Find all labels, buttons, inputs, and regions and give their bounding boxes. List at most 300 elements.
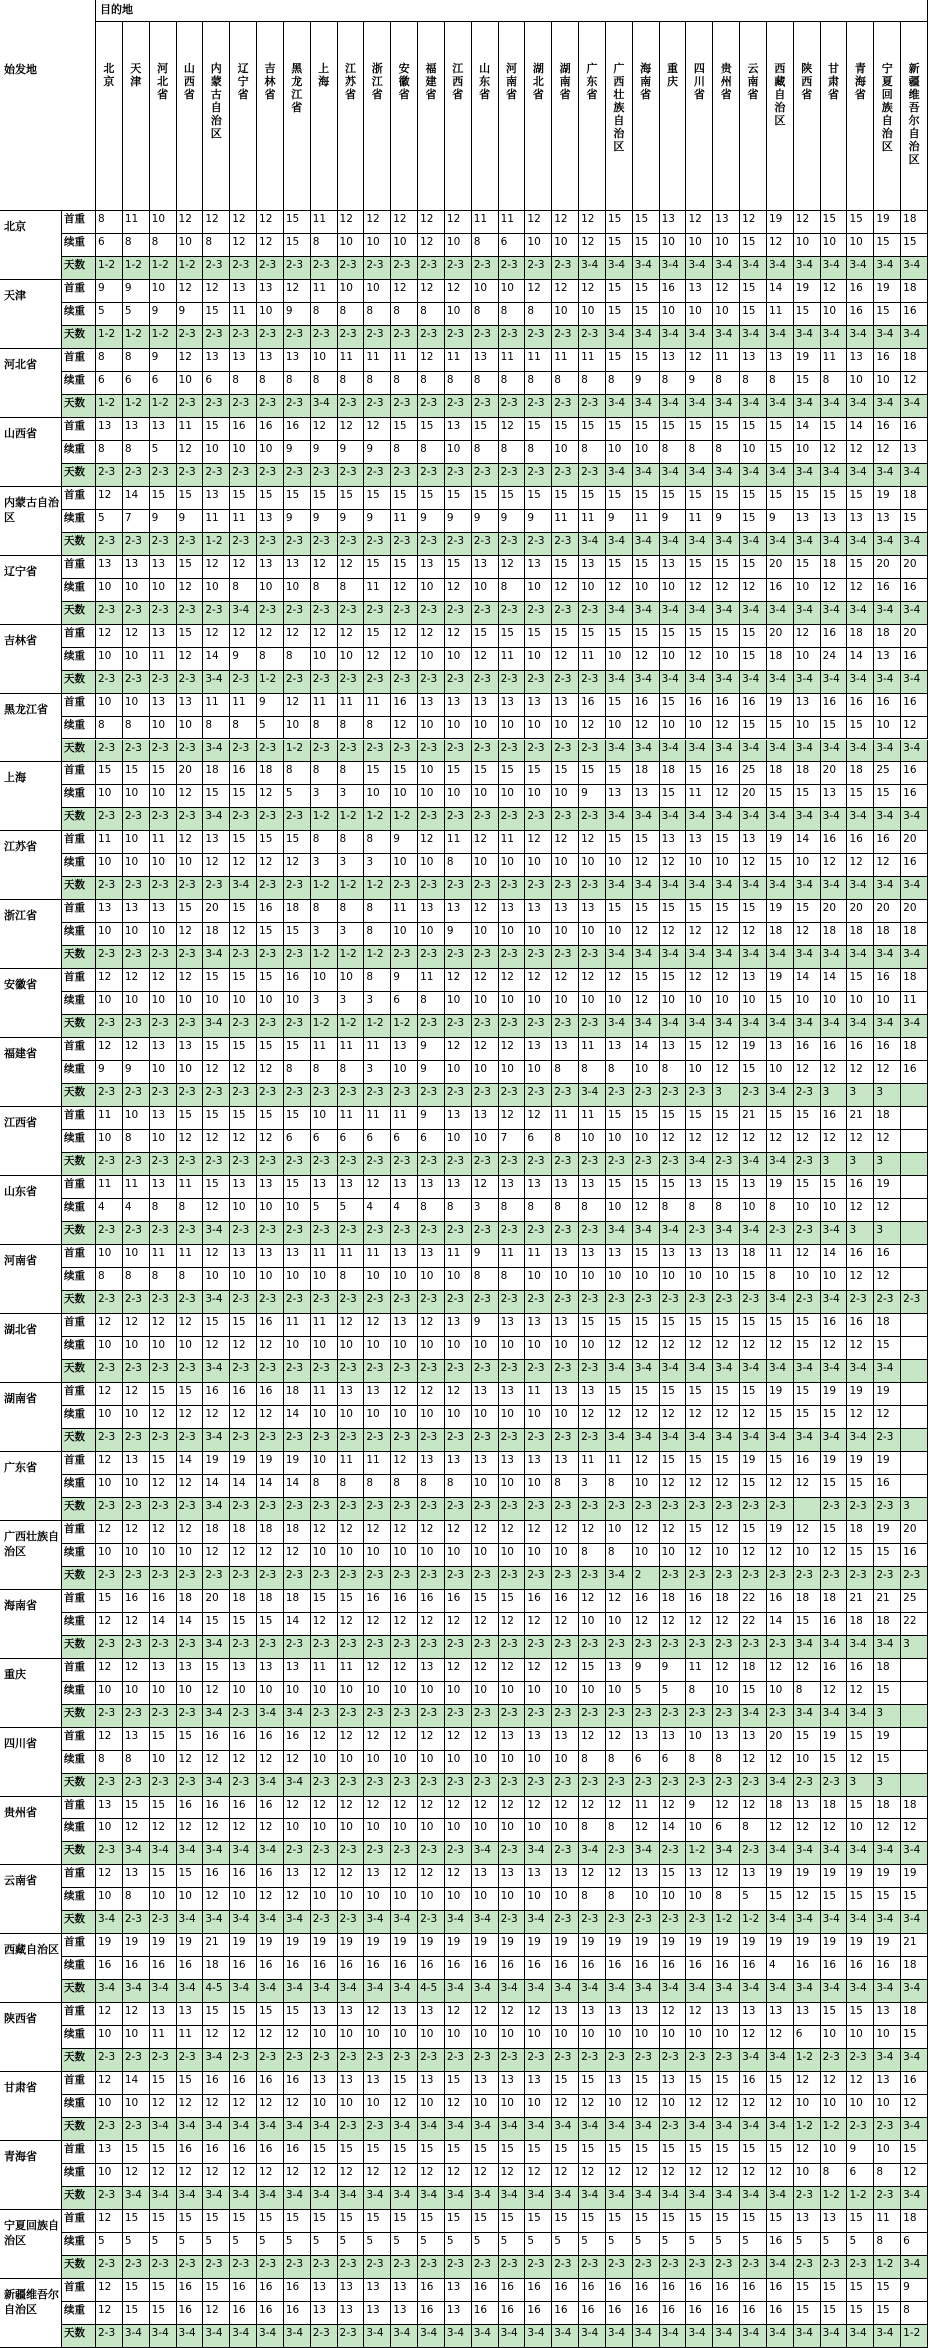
rate-cell: 12 (767, 1659, 794, 1682)
rate-cell: 11 (499, 648, 526, 671)
rate-cell: 10 (418, 1751, 445, 1774)
origin-cell: 安徽省 (0, 969, 62, 1038)
rate-cell: 3-4 (767, 877, 794, 900)
rate-cell: 1-2 (364, 877, 391, 900)
rate-cell: 2-3 (847, 1498, 874, 1521)
rate-cell: 15 (230, 2210, 257, 2233)
rate-cell: 9 (284, 303, 311, 326)
rate-cell: 2-3 (96, 1360, 123, 1383)
rate-cell: 3-4 (686, 2325, 713, 2348)
rate-cell: 18 (821, 1590, 848, 1613)
rate-cell: 2-3 (552, 326, 579, 349)
rate-cell: 6 (713, 1819, 740, 1842)
rate-cell: 18 (874, 1797, 901, 1820)
destination-header: 浙江省 (364, 22, 391, 211)
origin-cell: 广东省 (0, 1452, 62, 1521)
rate-cell: 10 (338, 1888, 365, 1911)
rate-cell: 20 (874, 556, 901, 579)
rate-cell: 15 (418, 2141, 445, 2164)
rate-cell: 2-3 (150, 1291, 177, 1314)
rate-cell: 10 (123, 923, 150, 946)
rate-cell: 12 (633, 1199, 660, 1222)
rate-cell: 2-3 (552, 946, 579, 969)
rate-cell: 2-3 (338, 1498, 365, 1521)
rate-cell: 10 (579, 1130, 606, 1153)
rate-cell: 15 (767, 1888, 794, 1911)
rate-cell: 12 (713, 1406, 740, 1429)
rate-cell: 2-3 (633, 2256, 660, 2279)
rate-cell: 11 (579, 1107, 606, 1130)
rate-cell: 8 (606, 1888, 633, 1911)
rate-cell: 13 (445, 418, 472, 441)
rate-cell: 7 (123, 510, 150, 533)
rate-cell: 3 (311, 992, 338, 1015)
rate-cell: 12 (713, 1475, 740, 1498)
rate-cell: 15 (713, 900, 740, 923)
rate-cell: 15 (499, 2210, 526, 2233)
rate-cell: 16 (901, 1544, 928, 1567)
rate-cell (901, 1176, 928, 1199)
origin-cell: 江苏省 (0, 831, 62, 900)
rate-cell: 12 (445, 280, 472, 303)
destination-header: 江西省 (445, 22, 472, 211)
rate-cell: 2-3 (257, 1291, 284, 1314)
rate-cell: 2-3 (874, 1429, 901, 1452)
rate-cell: 3-4 (230, 602, 257, 625)
rate-cell: 10 (633, 1130, 660, 1153)
rate-cell: 2-3 (177, 877, 204, 900)
rate-cell: 3-4 (525, 1911, 552, 1934)
rate-cell: 2-3 (338, 326, 365, 349)
rate-cell: 8 (391, 1475, 418, 1498)
row-type-label: 续重 (62, 1819, 96, 1842)
rate-cell: 3-4 (606, 2187, 633, 2210)
rate-cell: 8 (338, 717, 365, 740)
rate-cell: 15 (686, 1314, 713, 1337)
rate-cell: 14 (203, 1475, 230, 1498)
rate-cell: 5 (311, 2233, 338, 2256)
rate-cell: 3 (311, 785, 338, 808)
rate-cell: 5 (338, 1199, 365, 1222)
rate-cell: 10 (874, 372, 901, 395)
rate-cell: 15 (740, 1061, 767, 1084)
rate-cell: 2-3 (230, 533, 257, 556)
rate-cell: 12 (311, 1521, 338, 1544)
rate-cell: 13 (150, 1176, 177, 1199)
rate-cell: 2-3 (579, 877, 606, 900)
row-type-label: 续重 (62, 372, 96, 395)
rate-cell: 15 (123, 2279, 150, 2302)
rate-cell: 20 (177, 762, 204, 785)
rate-cell: 3-4 (257, 2187, 284, 2210)
rate-cell: 15 (203, 785, 230, 808)
rate-cell: 12 (150, 2164, 177, 2187)
rate-cell: 8 (606, 1819, 633, 1842)
rate-cell: 2-3 (499, 602, 526, 625)
row-type-label: 首重 (62, 211, 96, 234)
rate-cell: 10 (686, 1819, 713, 1842)
rate-cell: 10 (311, 1452, 338, 1475)
rate-cell: 19 (284, 1934, 311, 1957)
rate-cell: 12 (606, 2164, 633, 2187)
rate-cell: 8 (311, 234, 338, 257)
rate-cell: 3-4 (821, 1636, 848, 1659)
rate-cell: 2-3 (606, 1911, 633, 1934)
rate-cell: 11 (445, 1245, 472, 1268)
rate-cell: 15 (257, 969, 284, 992)
rate-cell: 8 (499, 441, 526, 464)
rate-cell: 2-3 (177, 1222, 204, 1245)
rate-cell: 11 (686, 510, 713, 533)
rate-cell: 10 (499, 2095, 526, 2118)
rate-cell: 8 (418, 372, 445, 395)
rate-cell: 10 (418, 854, 445, 877)
rate-cell: 2-3 (364, 1222, 391, 1245)
rate-cell: 15 (633, 900, 660, 923)
rate-cell: 12 (579, 1865, 606, 1888)
rate-cell: 2-3 (203, 395, 230, 418)
rate-cell: 3-4 (552, 2187, 579, 2210)
rate-cell: 15 (284, 2210, 311, 2233)
rate-cell: 10 (364, 1682, 391, 1705)
rate-cell: 13 (418, 556, 445, 579)
row-type-label: 天数 (62, 395, 96, 418)
origin-cell: 上海 (0, 762, 62, 831)
rate-cell: 12 (257, 1544, 284, 1567)
rate-cell: 15 (579, 487, 606, 510)
rate-cell: 3-4 (606, 326, 633, 349)
rate-cell: 2-3 (311, 1222, 338, 1245)
rate-cell: 15 (203, 1176, 230, 1199)
rate-cell: 10 (177, 1337, 204, 1360)
rate-cell: 15 (794, 372, 821, 395)
rate-cell: 11 (150, 648, 177, 671)
rate-cell: 1-2 (150, 257, 177, 280)
rate-cell: 12 (391, 1797, 418, 1820)
rate-cell: 16 (445, 1590, 472, 1613)
rate-cell: 12 (525, 1613, 552, 1636)
rate-cell: 18 (230, 1521, 257, 1544)
rate-cell: 12 (257, 1130, 284, 1153)
rate-cell: 15 (821, 1751, 848, 1774)
rate-cell: 11 (364, 579, 391, 602)
row-type-label: 天数 (62, 1567, 96, 1590)
rate-cell: 10 (150, 923, 177, 946)
rate-cell: 2-3 (257, 533, 284, 556)
rate-cell: 3-4 (606, 740, 633, 763)
rate-cell: 15 (874, 1682, 901, 1705)
rate-cell: 13 (794, 510, 821, 533)
rate-cell: 12 (123, 2164, 150, 2187)
rate-cell: 12 (203, 1406, 230, 1429)
rate-cell: 15 (579, 2141, 606, 2164)
rate-cell: 2-3 (311, 1498, 338, 1521)
rate-cell: 10 (284, 1337, 311, 1360)
rate-cell: 15 (821, 1888, 848, 1911)
rate-cell: 8 (579, 1544, 606, 1567)
rate-cell: 16 (230, 762, 257, 785)
rate-cell: 2-3 (794, 2187, 821, 2210)
rate-cell: 2-3 (177, 602, 204, 625)
rate-cell: 10 (391, 1268, 418, 1291)
rate-cell: 2-3 (311, 602, 338, 625)
rate-cell: 2-3 (418, 808, 445, 831)
rate-cell: 13 (257, 349, 284, 372)
rate-cell: 12 (338, 1728, 365, 1751)
rate-cell: 19 (874, 211, 901, 234)
rate-cell: 3-4 (901, 1015, 928, 1038)
rate-cell: 3-4 (847, 533, 874, 556)
rate-cell: 11 (338, 1245, 365, 1268)
rate-cell: 12 (633, 1406, 660, 1429)
rate-cell: 3-4 (445, 2325, 472, 2348)
rate-cell: 1-2 (150, 395, 177, 418)
rate-cell: 12 (740, 854, 767, 877)
rate-cell: 2-3 (525, 1360, 552, 1383)
rate-cell: 2-3 (364, 533, 391, 556)
rate-cell: 2-3 (660, 1153, 687, 1176)
rate-cell: 2-3 (445, 257, 472, 280)
rate-cell: 2-3 (230, 2256, 257, 2279)
rate-cell: 12 (686, 349, 713, 372)
rate-cell: 8 (713, 372, 740, 395)
rate-cell: 12 (177, 1521, 204, 1544)
rate-cell: 12 (257, 785, 284, 808)
rate-cell: 10 (633, 579, 660, 602)
rate-cell (901, 1429, 928, 1452)
rate-cell: 15 (552, 625, 579, 648)
row-type-label: 首重 (62, 1659, 96, 1682)
rate-cell: 10 (525, 854, 552, 877)
rate-cell: 12 (311, 1865, 338, 1888)
rate-cell: 8 (338, 579, 365, 602)
destination-header: 辽宁省 (230, 22, 257, 211)
rate-cell: 18 (821, 923, 848, 946)
rate-cell: 11 (177, 1176, 204, 1199)
rate-cell: 3-4 (901, 464, 928, 487)
rate-cell: 3-4 (874, 808, 901, 831)
rate-cell: 2-3 (257, 1636, 284, 1659)
rate-cell: 15 (284, 923, 311, 946)
rate-cell: 2-3 (552, 1015, 579, 1038)
rate-cell: 3 (821, 1084, 848, 1107)
rate-cell: 15 (123, 2210, 150, 2233)
rate-cell: 8 (230, 717, 257, 740)
rate-cell: 12 (203, 854, 230, 877)
rate-cell: 10 (767, 1061, 794, 1084)
rate-cell: 10 (579, 303, 606, 326)
rate-cell: 15 (472, 762, 499, 785)
rate-cell: 3-4 (633, 2187, 660, 2210)
rate-cell: 2-3 (686, 1498, 713, 1521)
rate-cell: 1-2 (686, 1842, 713, 1865)
rate-cell: 3-4 (821, 326, 848, 349)
rate-cell: 2-3 (552, 1705, 579, 1728)
rate-cell: 19 (713, 1934, 740, 1957)
rate-cell: 2-3 (794, 1567, 821, 1590)
rate-cell: 15 (660, 1314, 687, 1337)
rate-cell: 12 (633, 923, 660, 946)
rate-cell: 3-4 (633, 2325, 660, 2348)
rate-cell: 13 (391, 1314, 418, 1337)
rate-cell: 2-3 (96, 2256, 123, 2279)
rate-cell: 2-3 (686, 1084, 713, 1107)
rate-cell: 18 (901, 1957, 928, 1980)
rate-cell: 13 (150, 1659, 177, 1682)
rate-cell: 10 (606, 441, 633, 464)
rate-cell: 16 (284, 2141, 311, 2164)
rate-cell: 13 (552, 1245, 579, 1268)
rate-cell (901, 1222, 928, 1245)
rate-cell: 2-3 (445, 395, 472, 418)
rate-cell: 15 (472, 487, 499, 510)
rate-cell: 11 (311, 1038, 338, 1061)
rate-cell: 8 (418, 1475, 445, 1498)
rate-cell: 15 (794, 900, 821, 923)
rate-cell: 8 (150, 234, 177, 257)
rate-cell: 13 (338, 2279, 365, 2302)
rate-cell: 12 (364, 2164, 391, 2187)
rate-cell: 12 (418, 1521, 445, 1544)
rate-cell: 2-3 (525, 671, 552, 694)
rate-cell: 3-4 (821, 1911, 848, 1934)
rate-cell: 3-4 (740, 1153, 767, 1176)
rate-cell: 15 (874, 1751, 901, 1774)
row-type-label: 天数 (62, 1911, 96, 1934)
rate-cell: 3-4 (847, 395, 874, 418)
rate-cell: 12 (311, 625, 338, 648)
rate-cell: 3-4 (123, 2325, 150, 2348)
rate-cell: 2-3 (579, 2049, 606, 2072)
rate-cell: 13 (418, 1176, 445, 1199)
rate-cell: 9 (418, 1038, 445, 1061)
rate-cell: 15 (633, 831, 660, 854)
rate-cell: 2-3 (418, 1498, 445, 1521)
rate-cell: 15 (633, 625, 660, 648)
rate-cell: 12 (230, 923, 257, 946)
rate-cell: 12 (203, 1337, 230, 1360)
row-type-label: 天数 (62, 2187, 96, 2210)
rate-cell: 2-3 (364, 1567, 391, 1590)
rate-cell: 16 (686, 694, 713, 717)
rate-cell: 2-3 (660, 2049, 687, 2072)
rate-cell: 10 (311, 1268, 338, 1291)
rate-cell: 8 (96, 211, 123, 234)
rate-cell: 19 (767, 694, 794, 717)
rate-cell: 19 (767, 1383, 794, 1406)
rate-cell: 10 (499, 1061, 526, 1084)
rate-cell: 2-3 (123, 1291, 150, 1314)
rate-cell: 9 (418, 1061, 445, 1084)
rate-cell: 10 (311, 1107, 338, 1130)
rate-cell: 3-4 (821, 1980, 848, 2003)
rate-cell: 12 (606, 1728, 633, 1751)
rate-cell: 2-3 (552, 877, 579, 900)
rate-cell: 12 (579, 1590, 606, 1613)
rate-cell: 2-3 (606, 1084, 633, 1107)
rate-cell: 10 (525, 923, 552, 946)
rate-cell: 18 (847, 762, 874, 785)
rate-cell: 13 (311, 2003, 338, 2026)
row-type-label: 首重 (62, 1383, 96, 1406)
rate-cell: 12 (338, 1797, 365, 1820)
rate-cell (901, 1245, 928, 1268)
rate-cell: 12 (177, 1130, 204, 1153)
rate-cell: 2-3 (364, 2049, 391, 2072)
rate-cell: 20 (740, 785, 767, 808)
rate-cell: 13 (525, 1865, 552, 1888)
rate-cell: 10 (96, 2164, 123, 2187)
rate-cell: 2-3 (150, 2049, 177, 2072)
rate-cell: 2-3 (391, 1567, 418, 1590)
rate-cell: 8 (552, 1061, 579, 1084)
rate-cell: 5 (177, 2233, 204, 2256)
rate-cell: 15 (794, 487, 821, 510)
rate-cell: 14 (203, 648, 230, 671)
rate-cell: 12 (203, 1130, 230, 1153)
rate-cell: 10 (311, 1406, 338, 1429)
rate-cell: 9 (311, 441, 338, 464)
rate-cell: 18 (284, 1383, 311, 1406)
rate-cell: 2-3 (767, 1636, 794, 1659)
row-type-label: 天数 (62, 1705, 96, 1728)
rate-cell: 13 (150, 625, 177, 648)
rate-cell: 2-3 (338, 671, 365, 694)
rate-cell: 8 (311, 1061, 338, 1084)
rate-cell: 2-3 (874, 1498, 901, 1521)
rate-cell: 10 (713, 303, 740, 326)
rate-cell: 15 (257, 923, 284, 946)
rate-cell: 12 (847, 1751, 874, 1774)
rate-cell: 8 (686, 441, 713, 464)
rate-cell: 2-3 (284, 533, 311, 556)
rate-cell: 22 (740, 1590, 767, 1613)
rate-cell: 11 (686, 785, 713, 808)
rate-cell: 3-4 (203, 2325, 230, 2348)
rate-cell: 10 (606, 854, 633, 877)
rate-cell: 11 (230, 510, 257, 533)
rate-cell: 16 (847, 1659, 874, 1682)
rate-cell: 3-4 (579, 2325, 606, 2348)
rate-cell: 12 (552, 2095, 579, 2118)
rate-cell: 12 (499, 1613, 526, 1636)
rate-cell: 12 (284, 280, 311, 303)
rate-cell: 10 (418, 1888, 445, 1911)
rate-cell: 3-4 (874, 602, 901, 625)
rate-cell: 11 (391, 349, 418, 372)
rate-cell: 3-4 (767, 2118, 794, 2141)
rate-cell: 2-3 (552, 602, 579, 625)
rate-cell: 15 (901, 234, 928, 257)
rate-cell: 11 (579, 349, 606, 372)
rate-cell: 3-4 (391, 2187, 418, 2210)
rate-cell: 16 (901, 854, 928, 877)
rate-cell: 13 (257, 510, 284, 533)
rate-cell: 3-4 (847, 808, 874, 831)
rate-cell: 15 (230, 1107, 257, 1130)
rate-cell: 12 (123, 2003, 150, 2026)
rate-cell: 9 (686, 1797, 713, 1820)
row-type-label: 天数 (62, 1291, 96, 1314)
rate-cell: 15 (445, 762, 472, 785)
rate-cell: 11 (311, 1245, 338, 1268)
rate-cell: 8 (579, 1061, 606, 1084)
rate-cell: 12 (794, 2072, 821, 2095)
rate-cell: 19 (821, 1865, 848, 1888)
rate-cell: 13 (230, 1245, 257, 1268)
rate-cell: 13 (230, 1659, 257, 1682)
rate-cell: 12 (445, 1038, 472, 1061)
